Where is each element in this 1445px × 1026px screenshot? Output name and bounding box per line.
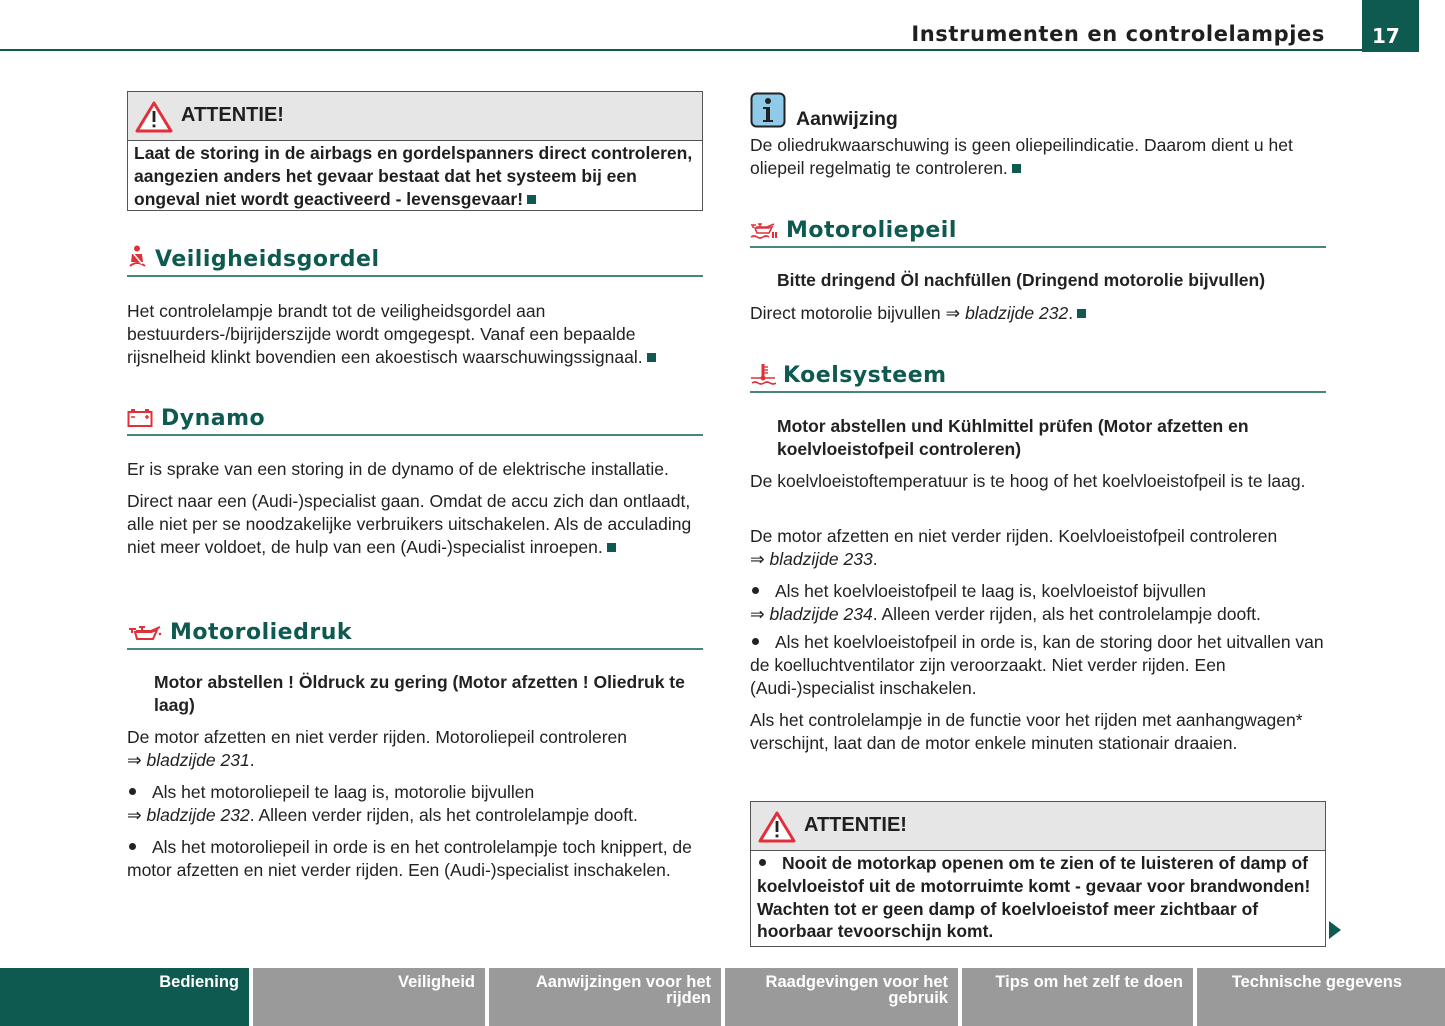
tab-label: Tips om het zelf te doen <box>995 973 1183 991</box>
section-title: Motoroliedruk <box>170 620 352 645</box>
oil-level-text: Direct motorolie bijvullen <box>750 303 941 323</box>
next-page-arrow-icon[interactable] <box>1329 921 1341 939</box>
chapter-tabs <box>0 968 1445 1026</box>
end-marker-icon <box>1077 309 1086 318</box>
warning-box-coolant <box>750 801 1326 947</box>
dynamo-text-1: Er is sprake van een storing in de dynamo of de elektrische installatie. <box>127 459 669 479</box>
end-marker-icon <box>527 195 536 204</box>
page-reference-link[interactable]: bladzijde 233 <box>769 548 873 569</box>
arrow-symbol: ⇒ <box>127 804 142 825</box>
bullet-text-tail: . Alleen verder rijden, als het controlelampje dooft. <box>249 804 638 825</box>
page-reference-link[interactable]: bladzijde 231 <box>146 749 250 770</box>
bullet-icon <box>752 587 759 594</box>
display-message: Motor abstellen ! Öldruck zu gering (Motor afzetten ! Oliedruk te laag) <box>154 672 685 715</box>
section-title: Veiligheidsgordel <box>155 247 380 272</box>
tab-label: Bediening <box>159 973 239 991</box>
warning-text: Laat de storing in de airbags en gordelspanners direct controleren, aangezien anders het gevaar bestaat dat het systeem bij een ongeval niet wordt geactiveerd - levensgevaar! <box>134 143 693 209</box>
tab-tips-om-het-zelf-te-doen[interactable] <box>962 968 1193 1026</box>
bullet-icon <box>129 843 136 850</box>
bullet-icon <box>759 859 766 866</box>
warning-header <box>128 92 702 141</box>
page-reference-link[interactable]: bladzijde 232 <box>146 804 250 825</box>
section-title: Dynamo <box>161 406 266 431</box>
warning-triangle-icon <box>758 811 796 843</box>
arrow-symbol: ⇒ <box>127 749 142 770</box>
bullet-text: Als het motoroliepeil in orde is en het controlelampje toch knippert, de motor afzetten en niet verder rijden. Een (Audi-)specialist inschakelen. <box>127 837 692 880</box>
tab-bediening[interactable] <box>0 968 249 1026</box>
end-marker-icon <box>647 353 656 362</box>
section-oil-pressure <box>127 614 703 650</box>
tab-label: Raadgevingen voor het gebruik <box>765 973 948 1007</box>
seatbelt-text: Het controlelampje brandt tot de veiligheidsgordel aan bestuurders-/bijrijderszijde wordt omgegespt. Vanaf een bepaalde rijsnelheid klinkt bovendien een akoestisch waarschuwingssignaal. <box>127 301 643 367</box>
cooling-text-1: De koelvloeistoftemperatuur is te hoog of het koelvloeistofpeil is te laag. <box>750 471 1306 491</box>
bullet-text-tail: . Alleen verder rijden, als het controlelampje dooft. <box>872 603 1261 624</box>
section-cooling <box>750 357 1326 393</box>
tab-label: Technische gegevens <box>1231 973 1402 991</box>
display-message: Motor abstellen und Kühlmittel prüfen (Motor afzetten en koelvloeistofpeil controleren) <box>777 416 1249 459</box>
bullet-icon <box>752 638 759 645</box>
tab-label: Veiligheid <box>397 973 475 991</box>
oil-can-icon <box>127 624 163 642</box>
bullet-text: Als het koelvloeistofpeil in orde is, kan de storing door het uitvallen van de koelluchtventilator zijn veroorzaakt. Niet verder rijden. Een (Audi-)specialist inschakelen. <box>750 632 1324 698</box>
note-label: Aanwijzing <box>796 108 898 130</box>
arrow-symbol: ⇒ <box>750 603 765 624</box>
warning-label: ATTENTIE! <box>181 104 284 126</box>
header-rule <box>0 49 1362 51</box>
section-title: Motoroliepeil <box>786 218 957 243</box>
cooling-text-2: De motor afzetten en niet verder rijden. Koelvloeistofpeil controleren <box>750 526 1278 546</box>
page-reference-link[interactable]: bladzijde 232 <box>965 303 1069 323</box>
display-message: Bitte dringend Öl nachfüllen (Dringend motorolie bijvullen) <box>777 270 1266 290</box>
note-header <box>750 92 898 132</box>
tab-technische-gegevens[interactable] <box>1197 968 1445 1026</box>
tab-veiligheid[interactable] <box>253 968 485 1026</box>
section-seatbelt <box>127 241 703 277</box>
battery-icon <box>127 408 153 428</box>
coolant-temperature-icon <box>750 363 776 385</box>
bullet-icon <box>129 788 136 795</box>
bullet-text: Als het motoroliepeil te laag is, motorolie bijvullen <box>152 782 535 802</box>
section-oil-level <box>750 212 1326 248</box>
warning-box-airbags <box>127 91 703 211</box>
warning-triangle-icon <box>135 101 173 133</box>
bullet-text: Als het koelvloeistofpeil te laag is, koelvloeistof bijvullen <box>775 581 1206 601</box>
end-marker-icon <box>607 543 616 552</box>
tab-aanwijzingen-voor-het-rijden[interactable] <box>489 968 721 1026</box>
warning-text: Nooit de motorkap openen om te zien of te luisteren of damp of koelvloeistof uit de motorruimte komt - gevaar voor brandwonden! Wachten tot er geen damp of koelvloeistof meer zichtbaar of hoorbaar tevoorschijn komt. <box>757 853 1311 942</box>
warning-label: ATTENTIE! <box>804 814 907 836</box>
page-reference-link[interactable]: bladzijde 234 <box>769 603 873 624</box>
arrow-symbol: ⇒ <box>750 548 765 569</box>
warning-header <box>751 802 1325 851</box>
oil-pressure-text: De motor afzetten en niet verder rijden. Motoroliepeil controleren <box>127 727 627 747</box>
info-icon <box>750 92 786 128</box>
arrow-symbol: ⇒ <box>945 303 961 323</box>
seatbelt-icon <box>127 245 149 269</box>
page-number: 17 <box>1362 0 1419 52</box>
end-marker-icon <box>1012 164 1021 173</box>
section-title: Koelsysteem <box>783 363 947 388</box>
note-text: De oliedrukwaarschuwing is geen oliepeilindicatie. Daarom dient u het oliepeil regelmatig te controleren. <box>750 135 1293 178</box>
cooling-text-3: Als het controlelampje in de functie voor het rijden met aanhangwagen* verschijnt, laat dan de motor enkele minuten stationair draaien. <box>750 710 1303 753</box>
chapter-title: Instrumenten en controlelampjes <box>911 22 1325 46</box>
dynamo-text-2: Direct naar een (Audi-)specialist gaan. Omdat de accu zich dan ontlaadt, alle niet per se noodzakelijke verbruikers uitschakelen. Als de acculading niet meer voldoet, de hulp van een (Audi-)specialist inroepen. <box>127 491 692 557</box>
tab-raadgevingen-voor-het-gebruik[interactable] <box>725 968 958 1026</box>
section-dynamo <box>127 400 703 436</box>
oil-level-icon <box>750 222 778 240</box>
tab-label: Aanwijzingen voor het rijden <box>535 973 711 1007</box>
